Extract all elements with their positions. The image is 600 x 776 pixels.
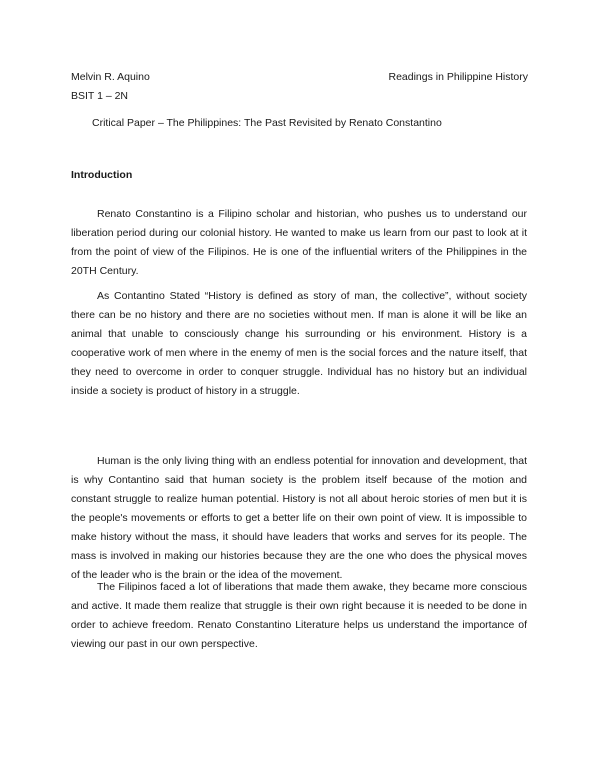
introduction-heading: Introduction xyxy=(71,169,133,181)
course-title: Readings in Philippine History xyxy=(388,71,528,83)
paper-title: Critical Paper – The Philippines: The Past Revisited by Renato Constantino xyxy=(92,117,442,129)
paragraph: Renato Constantino is a Filipino scholar and historian, who pushes us to understand our liberation period during our colonial history. He wanted to make us learn from our past to look at it from the point of view of the Filipinos. He is one of the influential writers of the Philippines in the 20TH Century. xyxy=(71,208,527,277)
paragraph: The Filipinos faced a lot of liberations that made them awake, they became more conscious and active. It made them realize that struggle is their own right because it is needed to be done in order to achieve freedom. Renato Constantino Literature helps us understand the importance of viewing our past in our own perspective. xyxy=(71,581,527,650)
paragraph: As Contantino Stated “History is defined as story of man, the collective”, without society there can be no history and there are no societies without men. If man is alone it will be like an animal that unable to consciously change his surrounding or his environment. History is a cooperative work of men where in the enemy of men is the social forces and the nature itself, that they need to overcome in order to conquer struggle. Individual has no history but an individual inside a society is product of history in a struggle. xyxy=(71,290,527,397)
author-name: Melvin R. Aquino xyxy=(71,71,150,83)
section-code: BSIT 1 – 2N xyxy=(71,90,129,102)
paragraph: Human is the only living thing with an endless potential for innovation and development, that is why Contantino said that human society is the problem itself because of the motion and constant struggle to realize human potential. History is not all about heroic stories of men but it is the people's movements or efforts to get a better life on their own point of view. It is impossible to make history without the mass, it should have leaders that works and serves for its people. The mass is involved in making our histories because they are the one who does the physical moves of the leader who is the brain or the idea of the movement. xyxy=(71,455,527,581)
